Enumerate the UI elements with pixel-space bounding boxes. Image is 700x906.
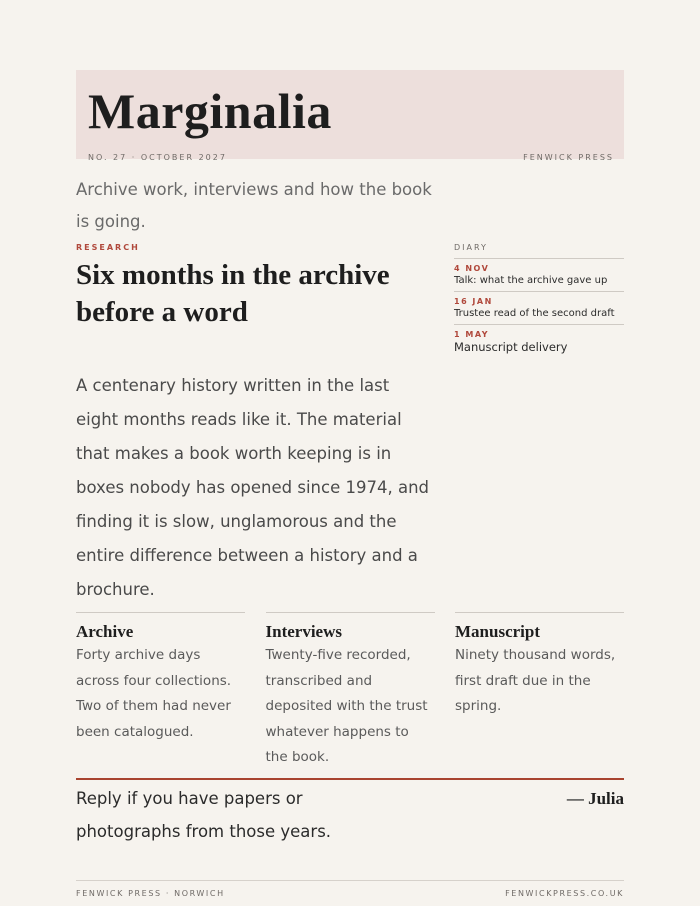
masthead: [76, 70, 624, 162]
diary-item: [454, 292, 624, 325]
newsletter: [76, 70, 624, 898]
diary-date: 4 NOV: [454, 264, 490, 273]
diary-text: Manuscript delivery: [454, 340, 568, 354]
footer-divider: [76, 880, 624, 881]
column-title: Manuscript: [455, 622, 540, 641]
article-kicker: RESEARCH: [76, 243, 140, 252]
diary-sidebar: [454, 243, 624, 358]
article-body: A centenary history written in the last eight months reads like it. The material that makes a book worth keeping is in boxes nobody has opened since 1974, and finding it is slow, unglamorous and the entire difference between a history and a brochure.: [76, 376, 430, 599]
column-title: Archive: [76, 622, 134, 641]
column-archive: [76, 612, 245, 771]
column-body: Forty archive days across four collections. Two of them had never been catalogued.: [76, 647, 232, 740]
lede: Archive work, interviews and how the book is going.: [76, 180, 432, 231]
diary-date: 1 MAY: [454, 330, 490, 339]
column-body: Twenty-five recorded, transcribed and deposited with the trust whatever happens to the book.: [265, 647, 428, 765]
diary-date: 16 JAN: [454, 297, 493, 306]
diary-title: DIARY: [454, 243, 624, 259]
diary-item: [454, 259, 624, 292]
publisher-name: FENWICK PRESS: [523, 153, 614, 162]
article-headline: Six months in the archive before a word: [76, 259, 390, 328]
footer-publisher: FENWICK PRESS · NORWICH: [76, 889, 225, 898]
column-interviews: [266, 612, 435, 771]
column-body: Ninety thousand words, first draft due in the spring.: [455, 647, 616, 714]
column-manuscript: [455, 612, 624, 771]
diary-text: Talk: what the archive gave up: [454, 275, 608, 286]
diary-text: Trustee read of the second draft: [454, 308, 615, 319]
footer-website-link[interactable]: FENWICKPRESS.CO.UK: [505, 889, 624, 898]
accent-divider: [76, 778, 624, 780]
column-title: Interviews: [265, 622, 342, 641]
summary-columns: [76, 612, 624, 771]
closing-note: Reply if you have papers or photographs from those years.: [76, 789, 332, 841]
issue-row: [88, 153, 624, 162]
newsletter-title: Marginalia: [88, 83, 332, 139]
diary-item: [454, 325, 624, 358]
footer: [76, 889, 624, 898]
issue-info: NO. 27 · OCTOBER 2027: [88, 153, 227, 162]
signoff: — Julia: [566, 789, 624, 808]
